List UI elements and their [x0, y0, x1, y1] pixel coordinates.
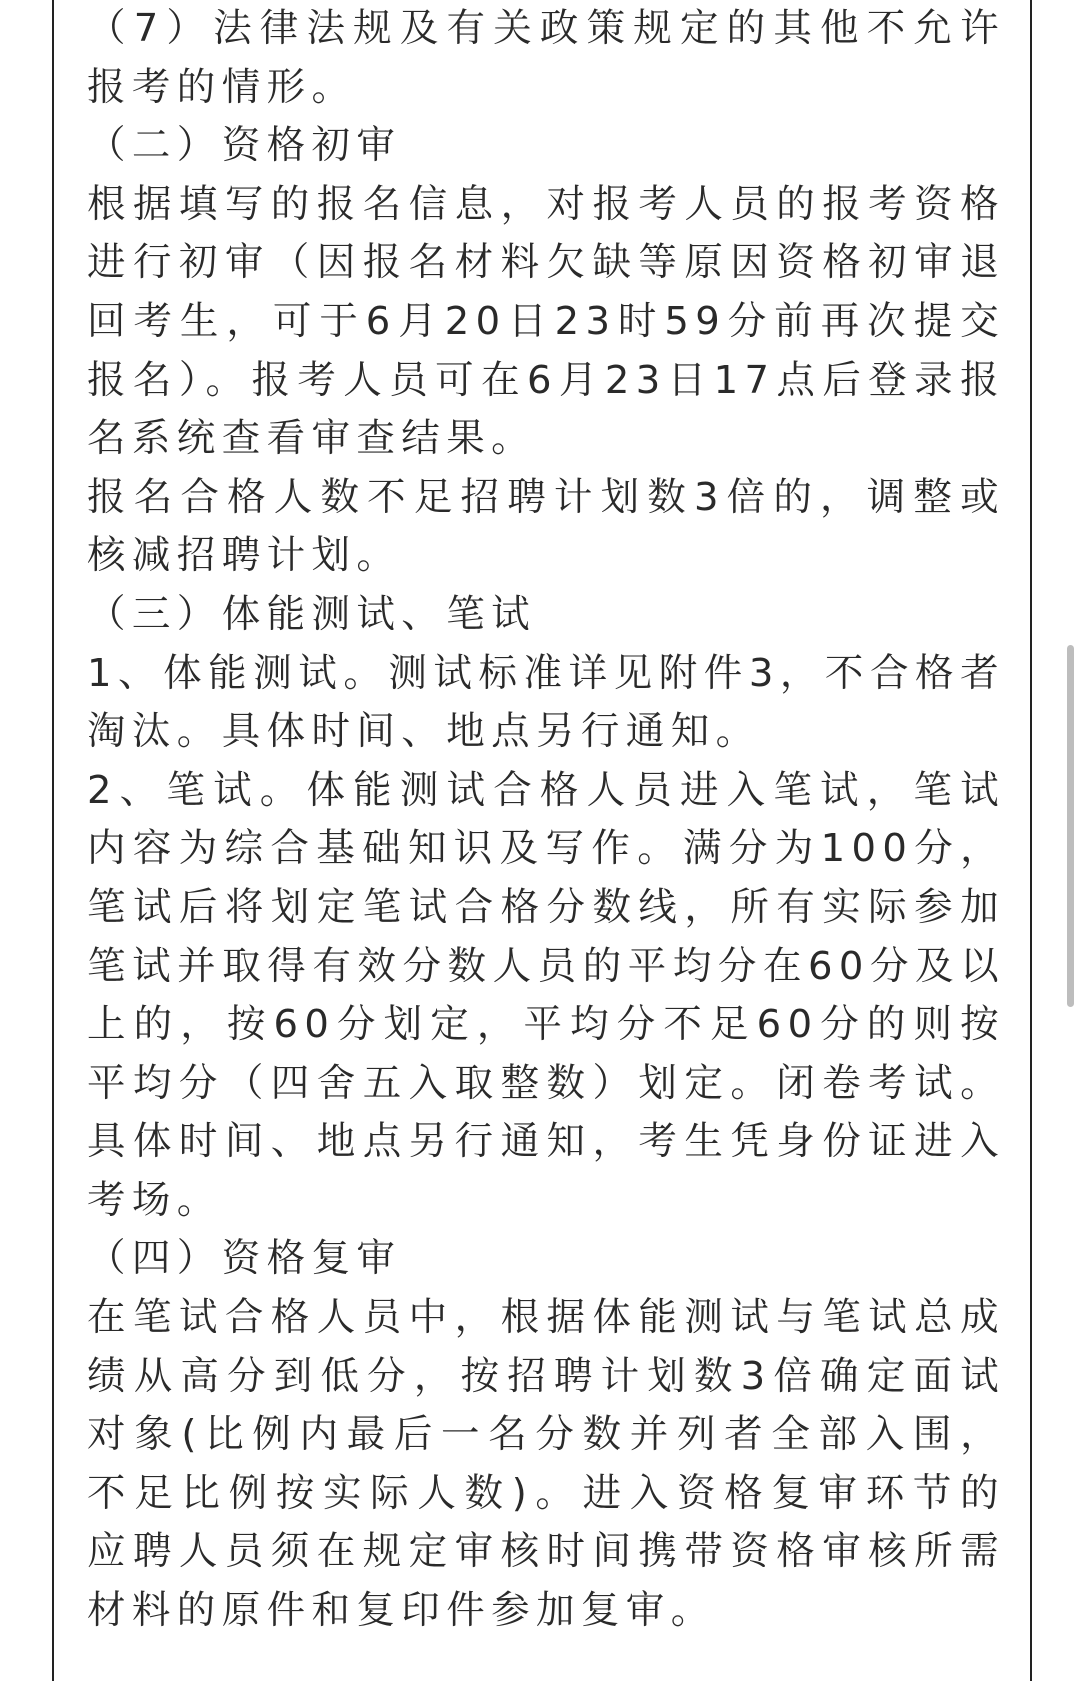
paragraph-qualification-recheck: 在笔试合格人员中，根据体能测试与笔试总成绩从高分到低分，按招聘计划数3倍确定面试对象(比例内最后一名分数并列者全部入围，不足比例按实际人数)。进入资格复审环节的应聘人员须在规定审核时间携带资格审核所需材料的原件和复印件参加复审。: [87, 1295, 1005, 1634]
heading-preliminary-review: （二）资格初审: [87, 123, 402, 169]
heading-physical-written-test: （三）体能测试、笔试: [87, 591, 537, 637]
vertical-scrollbar[interactable]: [1067, 645, 1074, 1007]
heading-qualification-recheck: （四）资格复审: [87, 1236, 402, 1282]
paragraph-preliminary-review: 根据填写的报名信息，对报考人员的报考资格进行初审（因报名材料欠缺等原因资格初审退回考生，可于6月20日23时59分前再次提交报名）。报考人员可在6月23日17点后登录报名系统查看审查结果。: [87, 181, 1005, 462]
paragraph-item-7: （7）法律法规及有关政策规定的其他不允许报考的情形。: [87, 6, 1005, 110]
paragraph-physical-test: 1、体能测试。测试标准详见附件3，不合格者淘汰。具体时间、地点另行通知。: [87, 650, 1005, 755]
paragraph-written-test: 2、笔试。体能测试合格人员进入笔试，笔试内容为综合基础知识及写作。满分为100分，笔试后将划定笔试合格分数线，所有实际参加笔试并取得有效分数人员的平均分在60分及以上的，按60分划定，平均分不足60分的则按平均分（四舍五入取整数）划定。闭卷考试。具体时间、地点另行通知，考生凭身份证进入考场。: [87, 767, 1005, 1223]
paragraph-plan-adjustment: 报名合格人数不足招聘计划数3倍的，调整或核减招聘计划。: [87, 474, 1005, 579]
article-body: [87, 0, 1005, 1641]
